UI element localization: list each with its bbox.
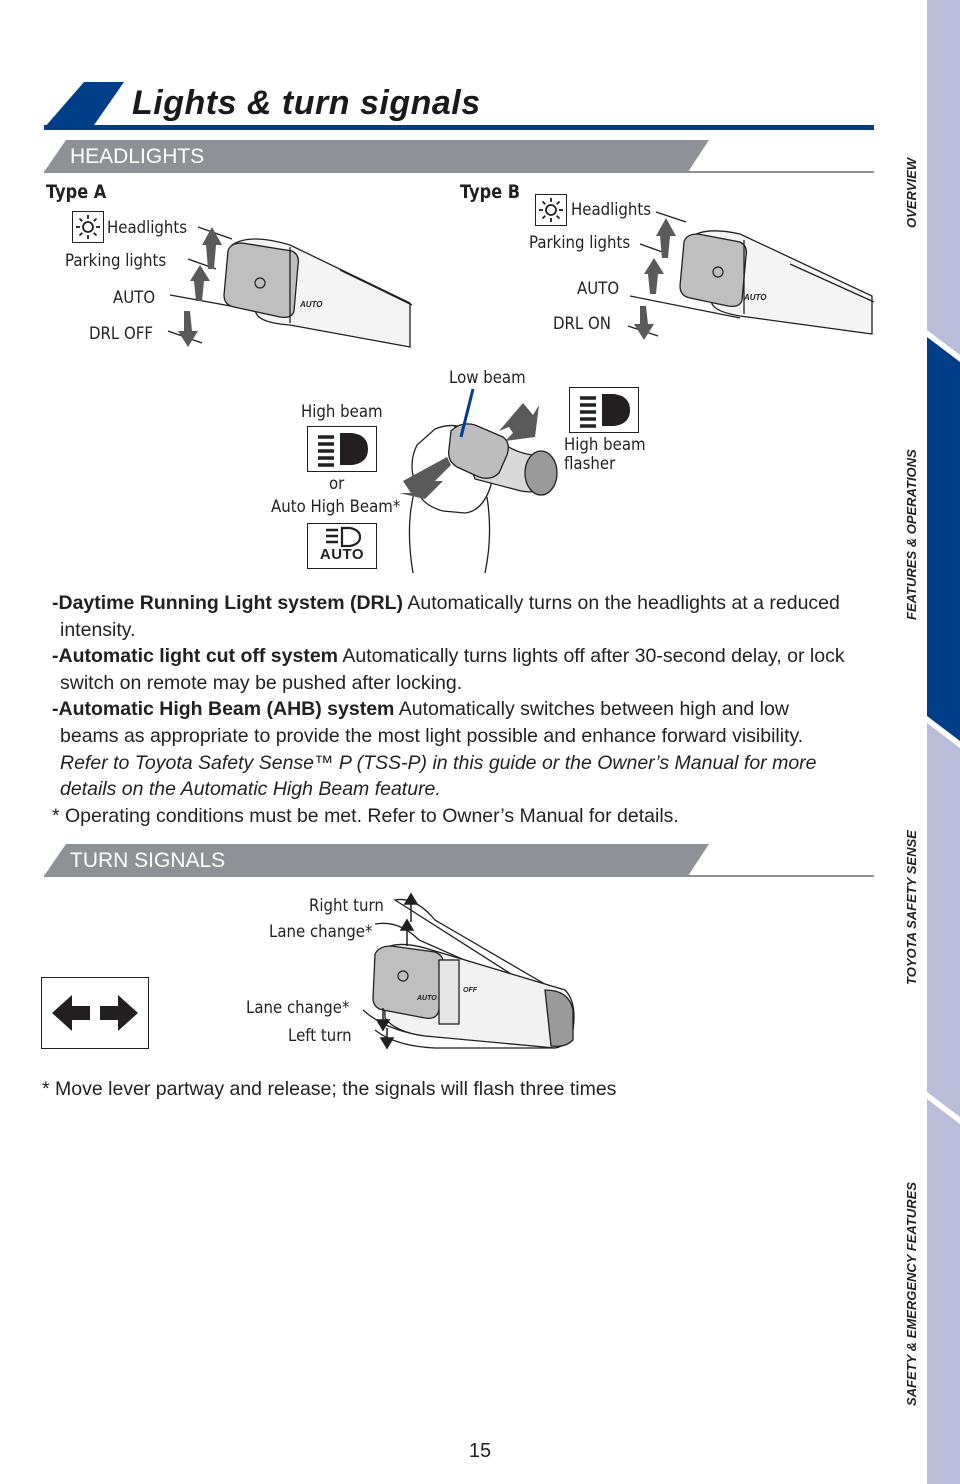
type-a-title: Type A [46, 181, 107, 203]
lane-change-down-label: Lane change* [246, 998, 350, 1018]
ahb-title: -Automatic High Beam (AHB) system [52, 698, 395, 721]
auto-high-beam-label: Auto High Beam* [271, 497, 401, 517]
tab-toyota-safety-sense[interactable]: TOYOTA SAFETY SENSE [904, 830, 919, 985]
type-b-lever-auto-mark: AUTO [744, 293, 767, 302]
drl-text: Automatically turns on the headlights at a reduced intensity. [60, 592, 840, 641]
low-beam-label: Low beam [449, 368, 526, 388]
type-a-auto-label: AUTO [113, 288, 156, 308]
type-b-auto-label: AUTO [577, 279, 620, 299]
high-beam-icon [308, 427, 376, 471]
tab-safety-emergency[interactable]: SAFETY & EMERGENCY FEATURES [904, 1182, 919, 1406]
ahb-reference: Refer to Toyota Safety Sense™ P (TSS-P) in this guide or the Owner’s Manual for more details on the Automatic High Beam feature. [60, 751, 817, 801]
or-label: or [329, 474, 345, 494]
turn-signals-section-title: TURN SIGNALS [70, 849, 226, 872]
high-beam-flasher-label-2: flasher [564, 454, 616, 474]
headlights-description [52, 590, 852, 829]
lane-change-up-label: Lane change* [269, 922, 373, 942]
turn-lever-auto-mark: AUTO [417, 995, 437, 1002]
cutoff-paragraph [52, 643, 852, 696]
auto-badge-text: AUTO [319, 546, 365, 563]
type-b-lever-illustration [620, 200, 876, 345]
high-beam-label: High beam [301, 402, 383, 422]
type-b-title: Type B [460, 181, 521, 203]
high-beam-flasher-label-1: High beam [564, 435, 646, 455]
type-b-drl-label: DRL ON [553, 314, 611, 334]
headlight-icon-box-a [72, 211, 104, 243]
headlight-sun-icon [536, 195, 566, 225]
headlights-section-title: HEADLIGHTS [70, 145, 205, 168]
high-beam-icon-box [307, 426, 377, 472]
tab-features-operations[interactable]: FEATURES & OPERATIONS [904, 449, 919, 620]
turn-signals-footnote: * Move lever partway and release; the signals will flash three times [42, 1078, 617, 1100]
drl-title: -Daytime Running Light system (DRL) [52, 592, 404, 614]
cutoff-text: Automatically turns lights off after 30-second delay, or lock switch on remote may be pushed after locking. [60, 645, 845, 694]
right-turn-label: Right turn [309, 896, 384, 916]
page-title: Lights & turn signals [132, 84, 481, 122]
type-b-headlights-label: Headlights [571, 200, 652, 220]
turn-lever-illustration [355, 890, 580, 1055]
turn-signal-icon-box [41, 977, 149, 1049]
cutoff-title: -Automatic light cut off system [52, 645, 339, 668]
operating-note: * Operating conditions must be met. Refer to Owner’s Manual for details. [52, 804, 679, 827]
type-a-parking-label: Parking lights [65, 251, 167, 271]
ahb-paragraph [52, 696, 852, 802]
type-a-headlights-label: Headlights [107, 218, 188, 238]
high-beam-flasher-icon [570, 388, 638, 432]
ahb-text: Automatically switches between high and low beams as appropriate to provide the most light possible and enhance forward visibility. [60, 698, 804, 747]
tab-overview[interactable]: OVERVIEW [904, 157, 919, 228]
type-a-lever-auto-mark: AUTO [300, 300, 323, 309]
turn-lever-off-mark: OFF [463, 987, 477, 994]
type-b-parking-label: Parking lights [529, 233, 631, 253]
side-tab-strip [927, 0, 960, 1484]
type-a-drl-label: DRL OFF [89, 324, 153, 344]
left-turn-label: Left turn [288, 1026, 352, 1046]
hand-on-lever-illustration [395, 385, 565, 575]
high-beam-flasher-icon-box [569, 387, 639, 433]
drl-paragraph [52, 590, 852, 643]
headlight-icon-box-b [535, 194, 567, 226]
auto-high-beam-icon-box [307, 523, 377, 569]
page-number: 15 [468, 1440, 492, 1462]
type-a-lever-illustration [160, 215, 420, 355]
headlight-sun-icon [73, 212, 103, 242]
turn-signal-arrows-icon [42, 978, 148, 1048]
